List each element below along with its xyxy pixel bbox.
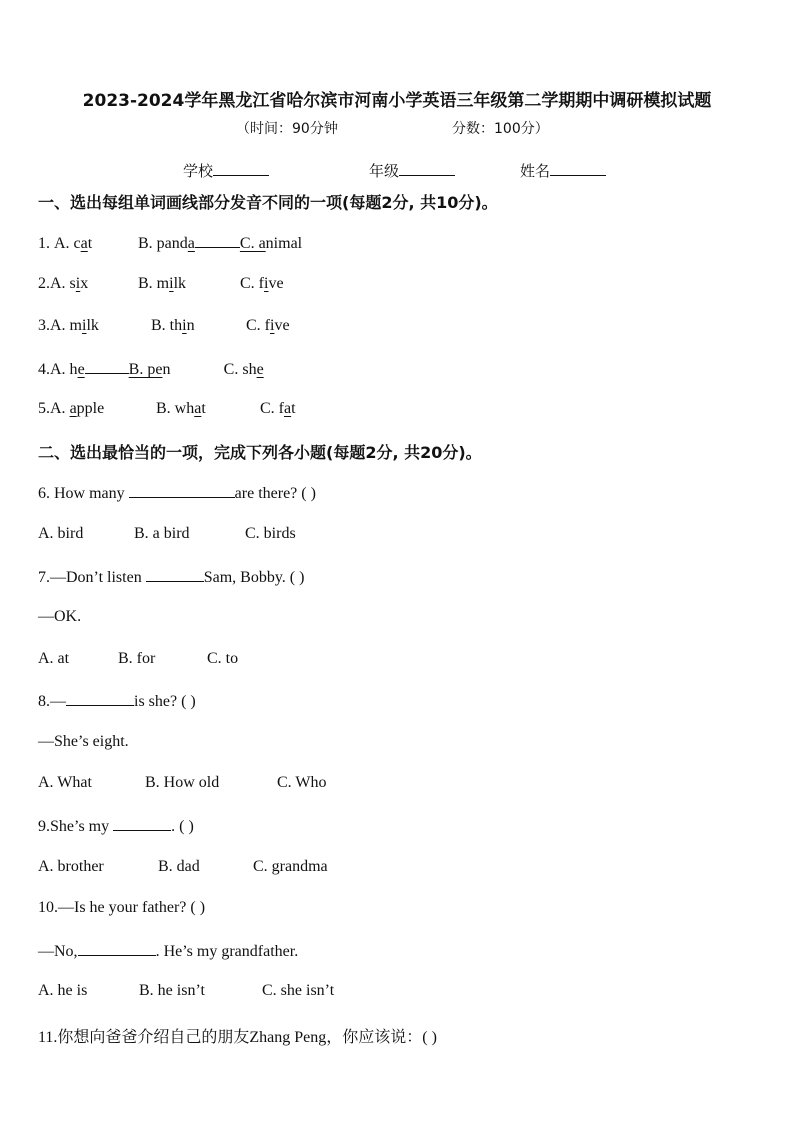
question-7-options <box>38 650 238 668</box>
q9-option-a: A. brother <box>38 858 104 875</box>
q7-option-c: C. to <box>207 650 239 667</box>
q3-number: 3. <box>38 317 50 334</box>
name-field <box>520 160 606 181</box>
q6-blank <box>129 483 235 498</box>
question-7: 7.—Don’t listen Sam, Bobby. ( ) <box>38 569 305 586</box>
q1-option-a: A. cat <box>54 235 93 252</box>
q10-option-c: C. she isn’t <box>262 982 335 999</box>
q5-number: 5. <box>38 400 50 417</box>
q9-option-c: C. grandma <box>253 858 328 875</box>
q1-option-c: C. animal <box>239 235 303 252</box>
q7-blank <box>146 567 204 582</box>
q1-number: 1. <box>38 235 54 252</box>
question-10-options <box>38 982 334 1000</box>
q4-option-a: A. he <box>50 359 129 379</box>
question-2 <box>38 275 284 293</box>
q3-option-c: C. five <box>246 317 290 334</box>
q5-option-b: B. what <box>156 400 206 417</box>
question-5 <box>38 400 296 418</box>
section-2-heading: 二、选出最恰当的一项，完成下列各小题(每题2分, 共20分)。 <box>38 443 482 462</box>
q2-option-b: B. milk <box>138 275 187 292</box>
question-1 <box>38 233 302 253</box>
question-6-options <box>38 525 296 543</box>
grade-field <box>369 160 455 181</box>
q7-option-a: A. at <box>38 650 70 667</box>
q2-option-c: C. five <box>240 275 284 292</box>
exam-time: （时间：90分钟 <box>236 121 338 137</box>
q4-option-b: B. pen <box>128 361 171 378</box>
q2-number: 2. <box>38 275 50 292</box>
question-4 <box>38 359 264 379</box>
school-label: 学校 <box>183 162 214 180</box>
question-9-options <box>38 858 328 876</box>
page-title: 2023-2024学年黑龙江省哈尔滨市河南小学英语三年级第二学期期中调研模拟试题 <box>82 91 712 111</box>
exam-score: 分数：100分） <box>452 121 549 137</box>
q3-option-b: B. thin <box>151 317 195 334</box>
question-8-options <box>38 774 326 792</box>
question-10-reply: —No, . He’s my grandfather. <box>38 943 299 960</box>
question-3 <box>38 317 290 335</box>
q4-option-c: C. she <box>223 361 264 378</box>
name-blank <box>550 174 606 176</box>
q3-option-a: A. milk <box>50 317 99 334</box>
name-label: 姓名 <box>520 162 551 180</box>
question-10: 10.—Is he your father? ( ) <box>38 899 206 916</box>
q6-option-a: A. bird <box>38 525 84 542</box>
q5-option-c: C. fat <box>260 400 296 417</box>
q9-option-b: B. dad <box>158 858 200 875</box>
q10-option-b: B. he isn’t <box>139 982 205 999</box>
q6-option-c: C. birds <box>245 525 296 542</box>
question-6: 6. How many are there? ( ) <box>38 485 316 502</box>
section-1-heading: 一、选出每组单词画线部分发音不同的一项(每题2分, 共10分)。 <box>38 193 498 212</box>
q6-option-b: B. a bird <box>134 525 190 542</box>
q10-option-a: A. he is <box>38 982 88 999</box>
question-9: 9.She’s my . ( ) <box>38 818 194 835</box>
grade-blank <box>399 174 455 176</box>
q7-option-b: B. for <box>118 650 156 667</box>
q10-blank <box>78 941 156 956</box>
school-field <box>183 160 269 181</box>
q5-option-a: A. apple <box>50 400 105 417</box>
question-8: 8.— is she? ( ) <box>38 693 196 710</box>
question-7-reply: —OK. <box>38 608 82 625</box>
q8-option-a: A. What <box>38 774 92 791</box>
school-blank <box>213 174 269 176</box>
grade-label: 年级 <box>369 162 400 180</box>
q8-option-b: B. How old <box>145 774 220 791</box>
q8-option-c: C. Who <box>277 774 327 791</box>
question-8-reply: —She’s eight. <box>38 733 129 750</box>
q1-option-b: B. panda <box>138 233 240 253</box>
question-11: 11.你想向爸爸介绍自己的朋友Zhang Peng，你应该说：( ) <box>38 1029 437 1046</box>
q9-blank <box>113 816 171 831</box>
q2-option-a: A. six <box>50 275 89 292</box>
q8-blank <box>66 691 134 706</box>
q4-number: 4. <box>38 361 50 378</box>
